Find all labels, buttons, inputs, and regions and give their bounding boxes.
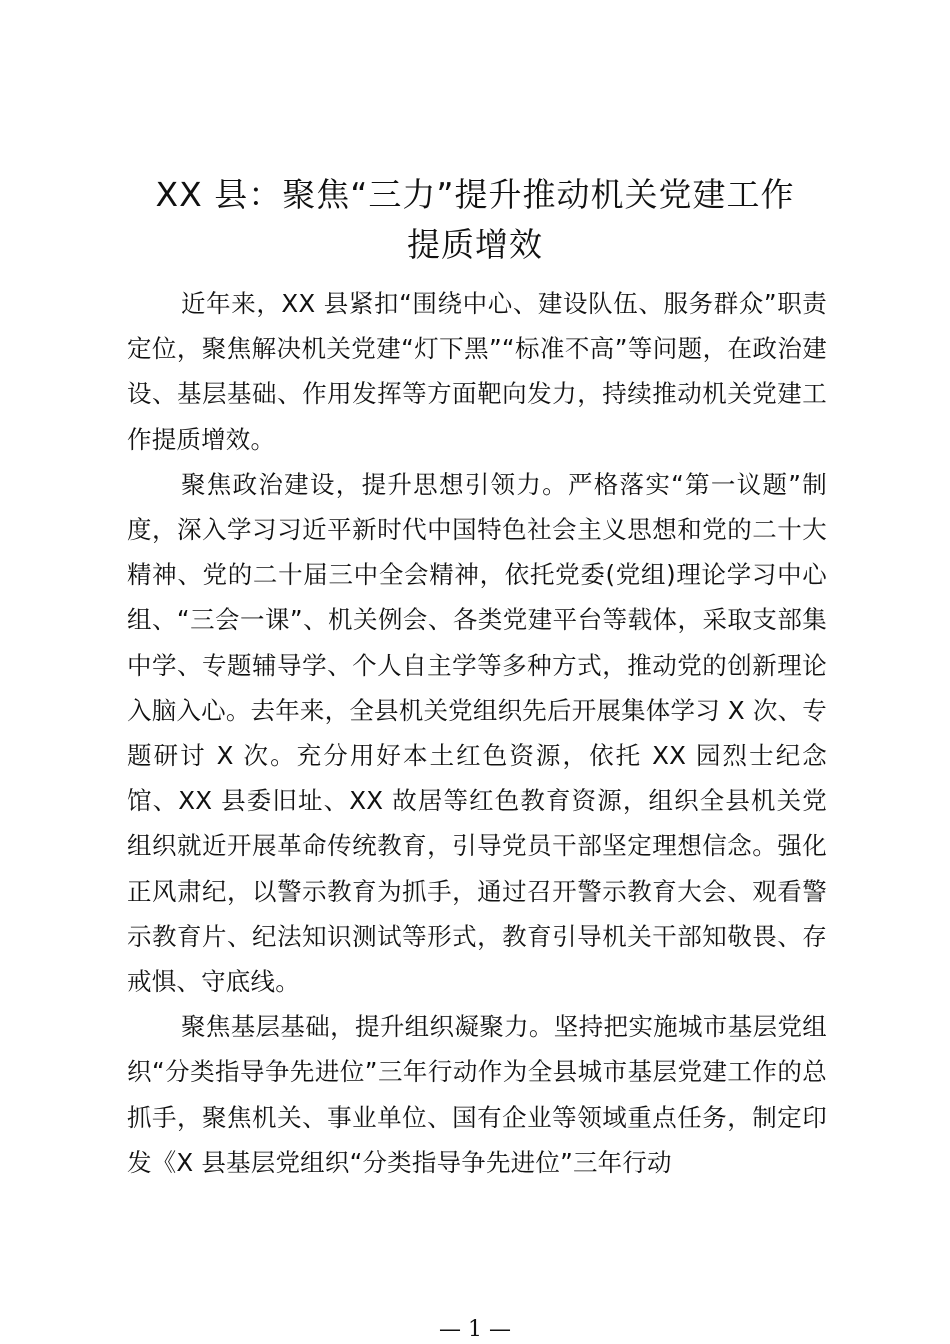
paragraph-grassroots-foundation: 聚焦基层基础，提升组织凝聚力。坚持把实施城市基层党组织“分类指导争先进位”三年行动作为全县城市基层党建工作的总抓手，聚焦机关、事业单位、国有企业等领域重点任务，制定印发《X 县基层党组织“分类指导争先进位”三年行动 bbox=[127, 1012, 827, 1177]
paragraph-intro: 近年来，XX 县紧扣“围绕中心、建设队伍、服务群众”职责定位，聚焦解决机关党建“灯下黑”“标准不高”等问题，在政治建设、基层基础、作用发挥等方面靶向发力，持续推动机关党建工作提质增效。 bbox=[127, 289, 827, 454]
title-line-1: XX 县：聚焦“三力”提升推动机关党建工作 bbox=[155, 175, 795, 214]
page-number: — 1 — bbox=[439, 1317, 511, 1342]
paragraph-political-building: 聚焦政治建设，提升思想引领力。严格落实“第一议题”制度，深入学习习近平新时代中国特色社会主义思想和党的二十大精神、党的二十届三中全会精神，依托党委(党组)理论学习中心组、“三会一课”、机关例会、各类党建平台等载体，采取支部集中学、专题辅导学、个人自主学等多种方式，推动党的创新理论入脑入心。去年来，全县机关党组织先后开展集体学习 X 次、专题研讨 X 次。充分用好本土红色资源，依托 XX 园烈士纪念馆、XX 县委旧址、XX 故居等红色教育资源，组织全县机关党组织就近开展革命传统教育，引导党员干部坚定理想信念。强化正风肃纪，以警示教育为抓手，通过召开警示教育大会、观看警示教育片、纪法知识测试等形式，教育引导机关干部知敬畏、存戒惧、守底线。 bbox=[127, 469, 827, 997]
document-body bbox=[127, 281, 827, 1185]
document-title bbox=[100, 170, 850, 270]
title-line-2: 提质增效 bbox=[407, 225, 543, 264]
